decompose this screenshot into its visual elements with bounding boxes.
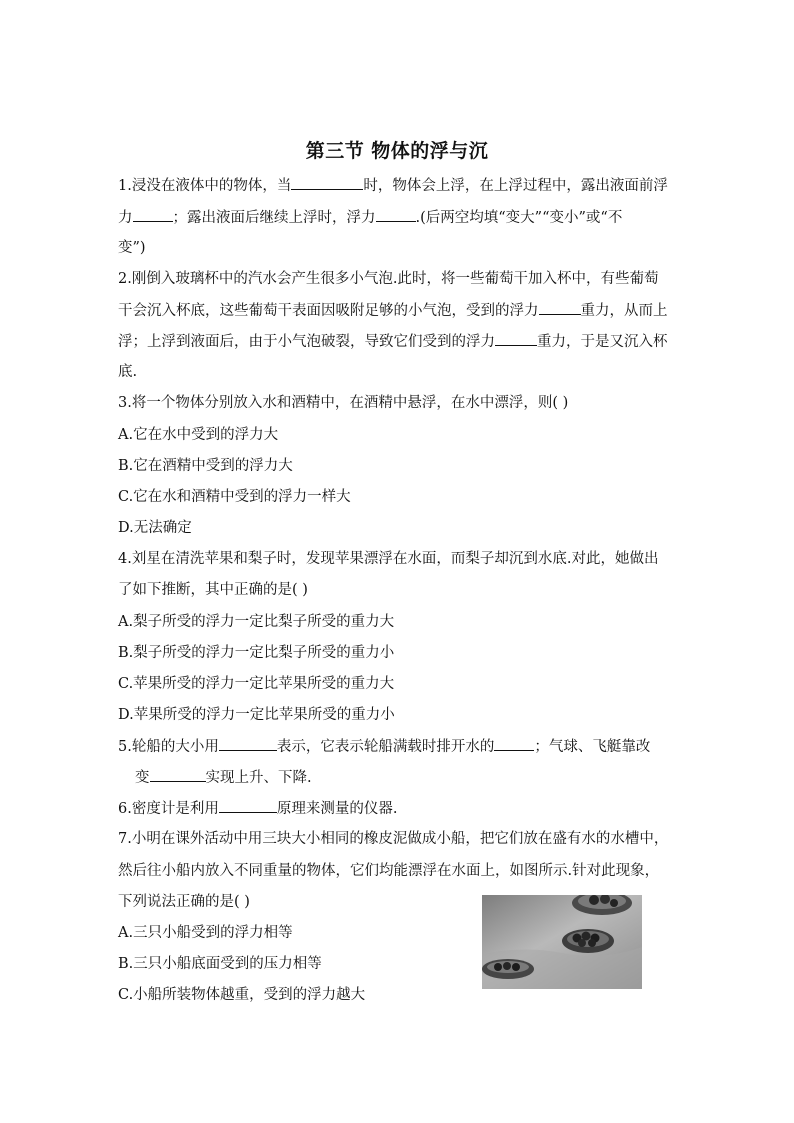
q3-option-c[interactable]: C.它在水和酒精中受到的浮力一样大 [118, 489, 351, 505]
q5-line-2 [135, 767, 312, 788]
q4-option-c[interactable]: C.苹果所受的浮力一定比苹果所受的重力大 [118, 676, 395, 692]
q7-stem-line-3: 下列说法正确的是( ) [118, 894, 250, 910]
q4-option-a[interactable]: A.梨子所受的浮力一定比梨子所受的重力大 [118, 614, 395, 630]
q3-stem: 3.将一个物体分别放入水和酒精中，在酒精中悬浮，在水中漂浮，则( ) [118, 395, 569, 411]
q6-text: 6.密度计是利用 [118, 801, 219, 817]
q3-option-d[interactable]: D.无法确定 [118, 520, 192, 536]
q2-text: 重力，于是又沉入杯 [537, 334, 668, 350]
q5-text: 5.轮船的大小用 [118, 739, 219, 755]
q2-text: 干会沉入杯底，这些葡萄干表面因吸附足够的小气泡，受到的浮力 [118, 303, 539, 319]
q1-text: ；露出液面后继续上浮时，浮力 [172, 210, 376, 226]
q5-line-1 [118, 736, 650, 757]
q1-line-1 [118, 175, 668, 196]
q5-blank-2[interactable] [494, 736, 534, 751]
q5-text: 表示，它表示轮船满载时排开水的 [276, 739, 495, 755]
q1-text: .(后两空均填“变大”“变小”或“不 [415, 210, 623, 226]
q6-blank-1[interactable] [219, 798, 277, 813]
q1-blank-1[interactable] [291, 175, 363, 190]
page-title: 第三节 物体的浮与沉 [305, 140, 489, 162]
q1-blank-3[interactable] [376, 207, 416, 222]
q5-text: ；气球、飞艇靠改 [534, 739, 651, 755]
q1-text: 力 [118, 210, 133, 226]
q1-line-2 [118, 207, 622, 228]
q3-option-b[interactable]: B.它在酒精中受到的浮力大 [118, 458, 293, 474]
q2-blank-2[interactable] [495, 331, 537, 346]
q5-blank-3[interactable] [150, 767, 206, 782]
q4-stem-line-2: 了如下推断，其中正确的是( ) [118, 582, 308, 598]
q5-text: 变 [135, 770, 150, 786]
q6-text: 原理来测量的仪器. [276, 801, 398, 817]
q1-text: 时，物体会上浮，在上浮过程中，露出液面前浮 [363, 178, 668, 194]
q7-stem-line-1: 7.小明在课外活动中用三块大小相同的橡皮泥做成小船，把它们放在盛有水的水槽中， [118, 831, 669, 847]
clay-boats-photo [482, 895, 642, 989]
q2-line-2 [118, 300, 668, 321]
q2-text: 浮；上浮到液面后，由于小气泡破裂，导致它们受到的浮力 [118, 334, 495, 350]
q5-blank-1[interactable] [219, 736, 277, 751]
q2-line-1: 2.刚倒入玻璃杯中的汽水会产生很多小气泡.此时，将一些葡萄干加入杯中，有些葡萄 [118, 271, 659, 287]
q3-option-a[interactable]: A.它在水中受到的浮力大 [118, 427, 279, 443]
q2-blank-1[interactable] [539, 300, 581, 315]
q5-text: 实现上升、下降. [205, 770, 312, 786]
q4-option-d[interactable]: D.苹果所受的浮力一定比苹果所受的重力小 [118, 707, 395, 723]
q7-option-a[interactable]: A.三只小船受到的浮力相等 [118, 925, 293, 941]
q1-line-3: 变”) [118, 240, 146, 256]
q1-blank-2[interactable] [133, 207, 173, 222]
q7-stem-line-2: 然后往小船内放入不同重量的物体，它们均能漂浮在水面上，如图所示.针对此现象， [118, 863, 660, 879]
q1-text: 1.浸没在液体中的物体，当 [118, 178, 292, 194]
q7-option-b[interactable]: B.三只小船底面受到的压力相等 [118, 956, 322, 972]
q2-line-3 [118, 331, 668, 352]
q6-line [118, 798, 397, 819]
clay-boats-illustration [482, 895, 642, 989]
q2-line-4: 底. [118, 364, 138, 380]
q7-option-c[interactable]: C.小船所装物体越重，受到的浮力越大 [118, 987, 366, 1003]
q2-text: 重力，从而上 [580, 303, 668, 319]
q4-stem-line-1: 4.刘星在清洗苹果和梨子时，发现苹果漂浮在水面，而梨子却沉到水底.对此，她做出 [118, 551, 659, 567]
q4-option-b[interactable]: B.梨子所受的浮力一定比梨子所受的重力小 [118, 645, 395, 661]
